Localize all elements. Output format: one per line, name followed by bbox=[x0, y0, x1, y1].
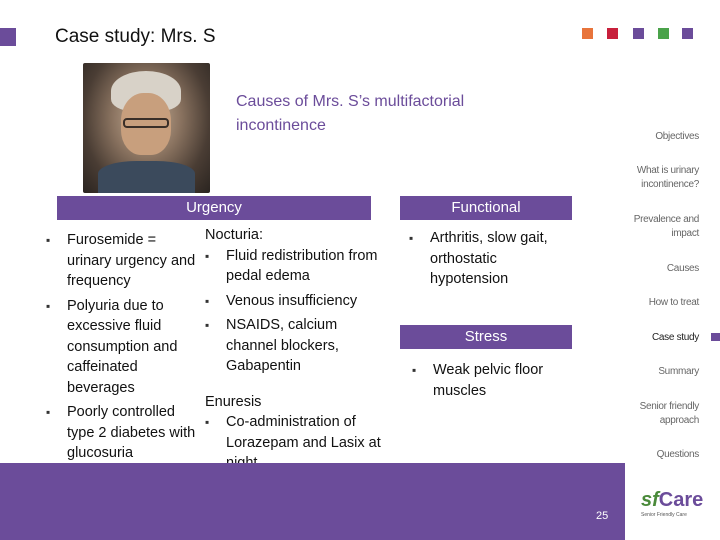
nocturia-heading: Nocturia: bbox=[205, 227, 264, 243]
sfcare-logo bbox=[641, 490, 703, 518]
logo-prefix: sf bbox=[641, 489, 659, 511]
nav-questions[interactable]: Questions bbox=[656, 449, 699, 460]
logo-main: Care bbox=[658, 489, 704, 511]
corner-square-decoration bbox=[0, 28, 16, 46]
enuresis-heading: Enuresis bbox=[205, 393, 262, 410]
nav-senior-friendly-approach[interactable]: Senior friendly approach bbox=[639, 401, 699, 426]
dot-red bbox=[607, 28, 618, 39]
list-item: ▪ Weak pelvic floor muscles bbox=[412, 360, 582, 401]
urgency-left-column bbox=[46, 230, 196, 464]
stress-column bbox=[412, 360, 582, 401]
dot-orange bbox=[582, 28, 593, 39]
dot-purple bbox=[633, 28, 644, 39]
nav-what-is-urinary-incontinence[interactable]: What is urinary incontinence? bbox=[636, 165, 699, 190]
list-item: ▪ Co-administration of Lorazepam and Lasix at bbox=[205, 412, 385, 474]
logo-tagline: Senior Friendly Care bbox=[641, 512, 687, 518]
nav-objectives[interactable]: Objectives bbox=[655, 131, 699, 142]
nav-how-to-treat[interactable]: How to treat bbox=[648, 297, 699, 308]
list-item: ▪ Arthritis, slow gait, orthostatic hypotension bbox=[409, 228, 579, 290]
functional-column bbox=[409, 228, 579, 290]
slide-subtitle: Causes of Mrs. S’s multifactorial incontinence bbox=[236, 93, 465, 134]
list-item: ▪ Poorly controlled type 2 diabetes with glucosuria bbox=[46, 402, 196, 464]
list-item: ▪ Fluid redistribution from pedal edema bbox=[205, 246, 385, 287]
footer-bar bbox=[0, 463, 625, 540]
urgency-right-column bbox=[205, 225, 385, 474]
dot-green bbox=[658, 28, 669, 39]
nav-summary[interactable]: Summary bbox=[658, 366, 699, 377]
nav-prevalence-and-impact[interactable]: Prevalence and impact bbox=[633, 214, 699, 239]
list-item: ▪ Polyuria due to excessive fluid consumption and caffeinated beverages bbox=[46, 296, 196, 399]
functional-header: Functional bbox=[400, 196, 572, 220]
stress-header: Stress bbox=[400, 325, 572, 349]
list-item: ▪ Furosemide = urinary urgency and frequency bbox=[46, 230, 196, 292]
slide-title: Case study: Mrs. S bbox=[55, 26, 216, 47]
page-number: 25 bbox=[596, 510, 609, 522]
patient-photo bbox=[83, 63, 210, 193]
urgency-header: Urgency bbox=[57, 196, 371, 220]
nav-case-study[interactable]: Case study bbox=[651, 332, 699, 343]
list-item: ▪ Venous insufficiency bbox=[205, 291, 385, 312]
dot-purple-2 bbox=[682, 28, 693, 39]
active-nav-marker bbox=[711, 333, 720, 341]
nav-causes[interactable]: Causes bbox=[666, 263, 699, 274]
list-item: ▪ NSAIDS, calcium channel blockers, Gabapentin bbox=[205, 315, 385, 377]
